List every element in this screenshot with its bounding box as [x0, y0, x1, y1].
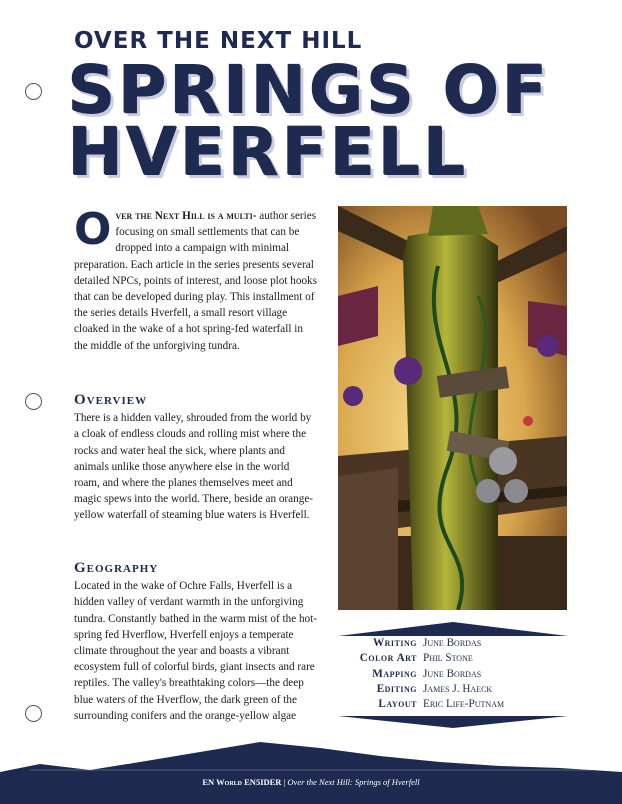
credits-bottom-banner — [338, 716, 568, 728]
credits-top-banner — [338, 622, 568, 636]
credit-name: James J. Haeck — [423, 682, 493, 695]
page-footer — [0, 777, 622, 787]
credit-role: Writing — [372, 637, 417, 649]
geography-text: Located in the wake of Ochre Falls, Hverfell is a hidden valley of verdant warmth in the unforgiving tundra. Constantly bathed in the warm mist of the hot-spring fed Hverflow, Hverfell enjoys a temperate climate throughout the year and boasts a vibrant ecosystem full of colorful birds, giant insects and rare reptiles. The valley's breathtaking colors—the deep blue waters of the Hverflow, the dark green of the surrounding conifers and the orange-yellow algae — [74, 580, 317, 722]
overview-section — [74, 392, 317, 524]
article-title-line1: SPRINGS OF — [68, 52, 551, 129]
article-title-line2: HVERFELL — [68, 114, 469, 191]
credit-row — [333, 667, 581, 682]
credit-row — [333, 682, 581, 697]
credit-name: June Bordas — [423, 637, 482, 649]
footer-mountains — [0, 742, 622, 804]
credit-row — [333, 651, 581, 666]
footer-article: Over the Next Hill: Springs of Hverfell — [287, 777, 420, 787]
intro-paragraph — [74, 204, 317, 354]
binder-hole-top — [25, 83, 42, 100]
intro-lead: ver the Next Hill is a multi- — [115, 210, 257, 222]
footer-separator: | — [283, 777, 286, 787]
footer-publication: EN World EN5IDER — [202, 777, 282, 787]
credit-row — [333, 636, 581, 651]
overview-text: There is a hidden valley, shrouded from the world by a cloak of endless clouds and rolling mist where the rocks and water heal the sick, where plants and animals unlike those anywhere else in the world roam, and where the planes themselves meet and magic spews into the world. There, beside an orange-yellow waterfall of steaming blue waters is Hverfell. — [74, 412, 314, 522]
credit-role: Editing — [376, 682, 417, 695]
credit-name: June Bordas — [423, 667, 482, 680]
credit-name: Phil Stone — [423, 652, 473, 665]
geography-heading: Geography — [74, 560, 159, 576]
credits-block — [333, 636, 581, 712]
credit-role: Mapping — [372, 667, 417, 680]
credit-role: Layout — [378, 698, 417, 711]
series-title: OVER THE NEXT HILL — [74, 28, 363, 54]
geography-section — [74, 560, 317, 724]
intro-text: author series focusing on small settlements that can be dropped into a campaign with minimal preparation. Each article in the series presents several detailed NPCs, points of interest, and loose plot hooks that can be developed during play. This installment of the series details Hverfell, a small resort village cloaked in the wake of a hot spring-fed waterfall in the middle of the unforgiving tundra. — [74, 210, 317, 352]
drop-cap: O — [74, 204, 112, 255]
credit-role: Color Art — [359, 652, 417, 665]
overview-heading: Overview — [74, 392, 148, 408]
cover-illustration — [338, 206, 567, 610]
binder-hole-middle — [25, 393, 42, 410]
credit-row — [333, 697, 581, 712]
binder-hole-bottom — [25, 705, 42, 722]
credit-name: Eric Life-Putnam — [423, 698, 505, 711]
